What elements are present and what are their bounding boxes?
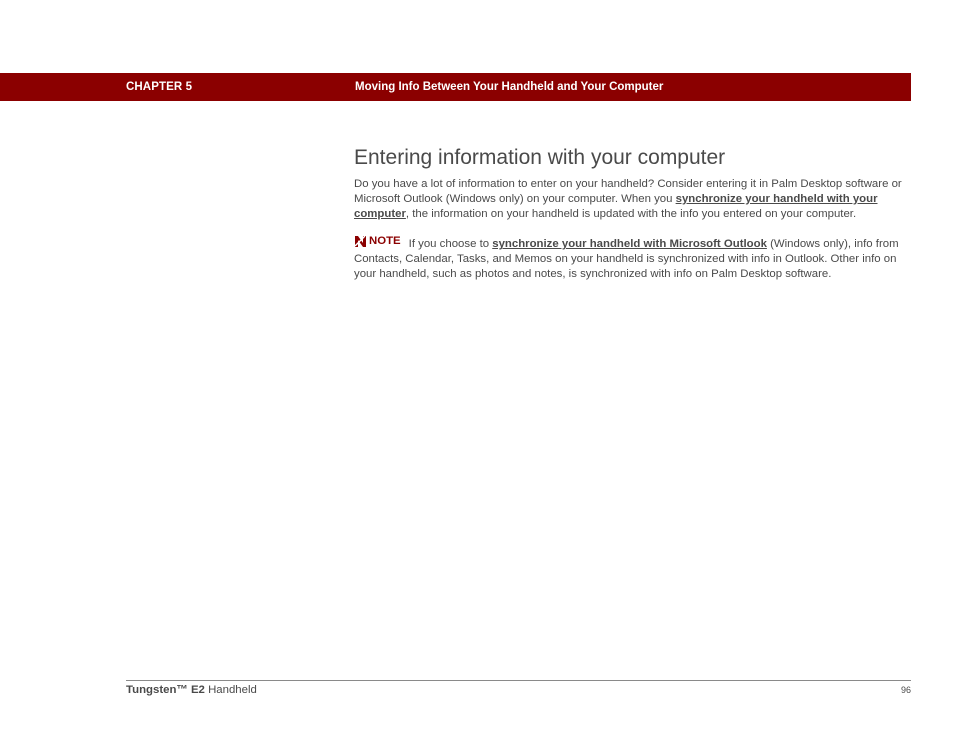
sync-outlook-link[interactable]: synchronize your handheld with Microsoft Outlook <box>492 238 767 251</box>
note-text-start: If you choose to <box>408 238 493 251</box>
body-paragraph <box>354 177 914 221</box>
sync-computer-link[interactable]: synchronize your handheld with your computer <box>354 192 878 220</box>
note-label: NOTE <box>369 235 401 248</box>
footer-page-number: 96 <box>900 685 911 695</box>
section-heading: Entering information with your computer <box>354 146 726 169</box>
footer-product-bold: Tungsten™ E2 <box>126 684 205 696</box>
note-icon <box>354 235 367 248</box>
chapter-title: Moving Info Between Your Handheld and Your Computer <box>355 81 664 93</box>
footer-product-name <box>126 684 257 696</box>
note-block <box>354 234 914 281</box>
footer-product-rest: Handheld <box>204 684 257 696</box>
section-content <box>354 144 914 282</box>
note-badge <box>354 234 401 249</box>
note-text-end: (Windows only), info from Contacts, Calendar, Tasks, and Memos on your handheld is synchronized with info in Outlook. Other info on your handheld, such as photos and notes, is synchronized with info on Palm Desktop software. <box>354 238 899 280</box>
footer-divider <box>126 680 911 681</box>
chapter-label: CHAPTER 5 <box>126 81 193 93</box>
paragraph-text-end: , the information on your handheld is updated with the info you entered on your computer. <box>405 207 857 220</box>
chapter-header-band <box>0 73 911 101</box>
paragraph-text-start: Do you have a lot of information to enter on your handheld? Consider entering it in Palm Desktop software or Microsoft Outlook (Windows only) on your computer. When you <box>354 178 902 205</box>
